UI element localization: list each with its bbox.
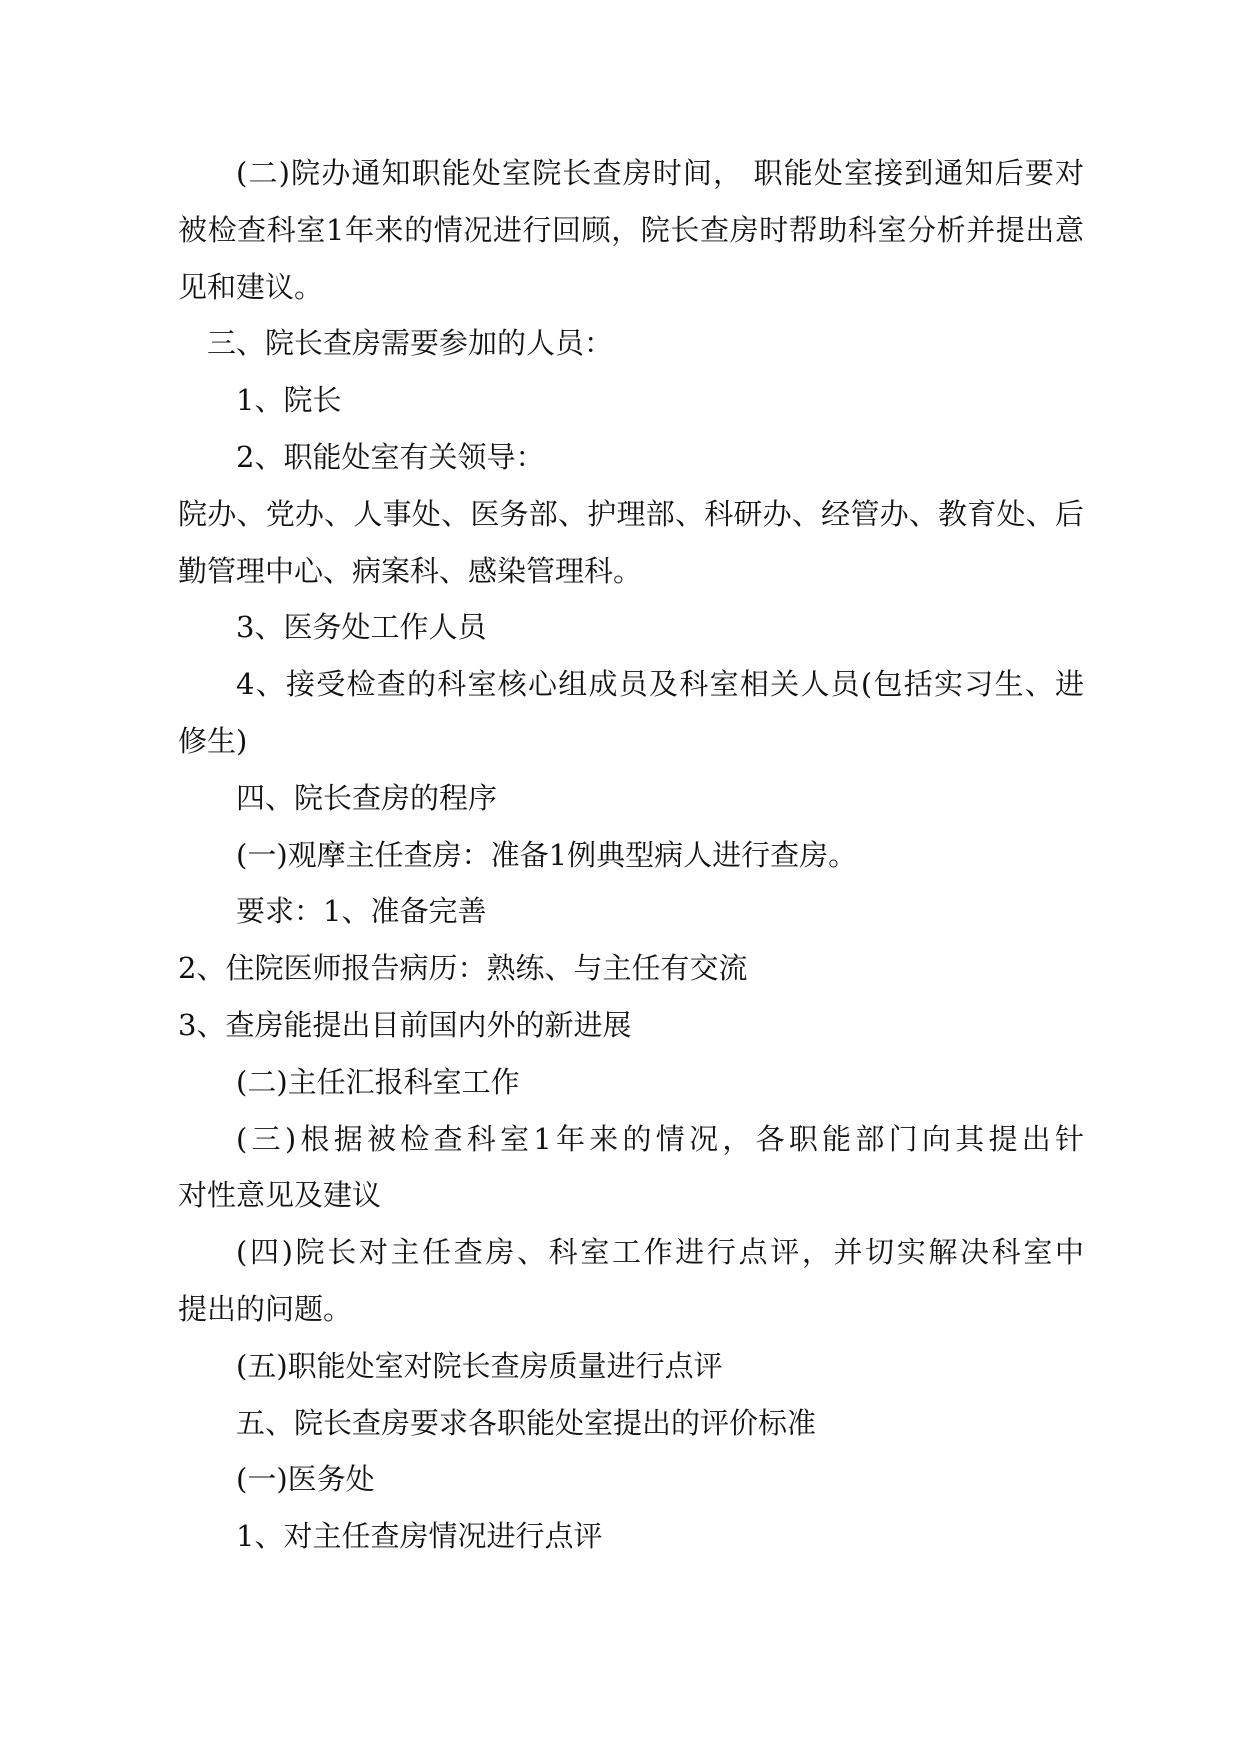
paragraph-line: 见和建议。 <box>178 269 324 304</box>
paragraph-line: 对性意见及建议 <box>178 1178 382 1213</box>
paragraph-line: 修生) <box>178 723 248 758</box>
paragraph-line: (一)观摩主任查房：准备1例典型病人进行查房。 <box>236 837 858 872</box>
paragraph-line: 3、查房能提出目前国内外的新进展 <box>178 1007 632 1042</box>
paragraph-line: 勤管理中心、病案科、感染管理科。 <box>178 553 643 588</box>
paragraph-line: 提出的问题。 <box>178 1291 353 1326</box>
paragraph-line: (五)职能处室对院长查房质量进行点评 <box>236 1348 723 1383</box>
paragraph-line: 2、住院医师报告病历：熟练、与主任有交流 <box>178 951 748 986</box>
section-heading: 三、院长查房需要参加的人员： <box>207 326 614 361</box>
paragraph-line: (二)主任汇报科室工作 <box>236 1064 520 1099</box>
paragraph-line: (二)院办通知职能处室院长查房时间， 职能处室接到通知后要对 <box>236 156 1084 190</box>
section-heading: 四、院长查房的程序 <box>236 780 498 815</box>
paragraph-line: (四)院长对主任查房、科室工作进行点评，并切实解决科室中 <box>236 1235 1084 1270</box>
paragraph-line: 被检查科室1年来的情况进行回顾，院长查房时帮助科室分析并提出意 <box>178 212 1084 247</box>
list-item: 3、医务处工作人员 <box>236 610 487 645</box>
paragraph-line: 要求：1、准备完善 <box>236 894 487 929</box>
subsection-heading: (一)医务处 <box>236 1462 375 1497</box>
list-item: 1、院长 <box>236 383 342 418</box>
list-item: 2、职能处室有关领导： <box>236 439 545 474</box>
document-body <box>178 145 1084 1565</box>
list-item: 4、接受检查的科室核心组成员及科室相关人员(包括实习生、进 <box>236 667 1084 702</box>
paragraph-line: 院办、党办、人事处、医务部、护理部、科研办、经管办、教育处、后 <box>178 496 1084 531</box>
paragraph-line: (三)根据被检查科室1年来的情况，各职能部门向其提出针 <box>236 1121 1084 1156</box>
section-heading: 五、院长查房要求各职能处室提出的评价标准 <box>236 1405 817 1440</box>
list-item: 1、对主任查房情况进行点评 <box>236 1519 603 1554</box>
